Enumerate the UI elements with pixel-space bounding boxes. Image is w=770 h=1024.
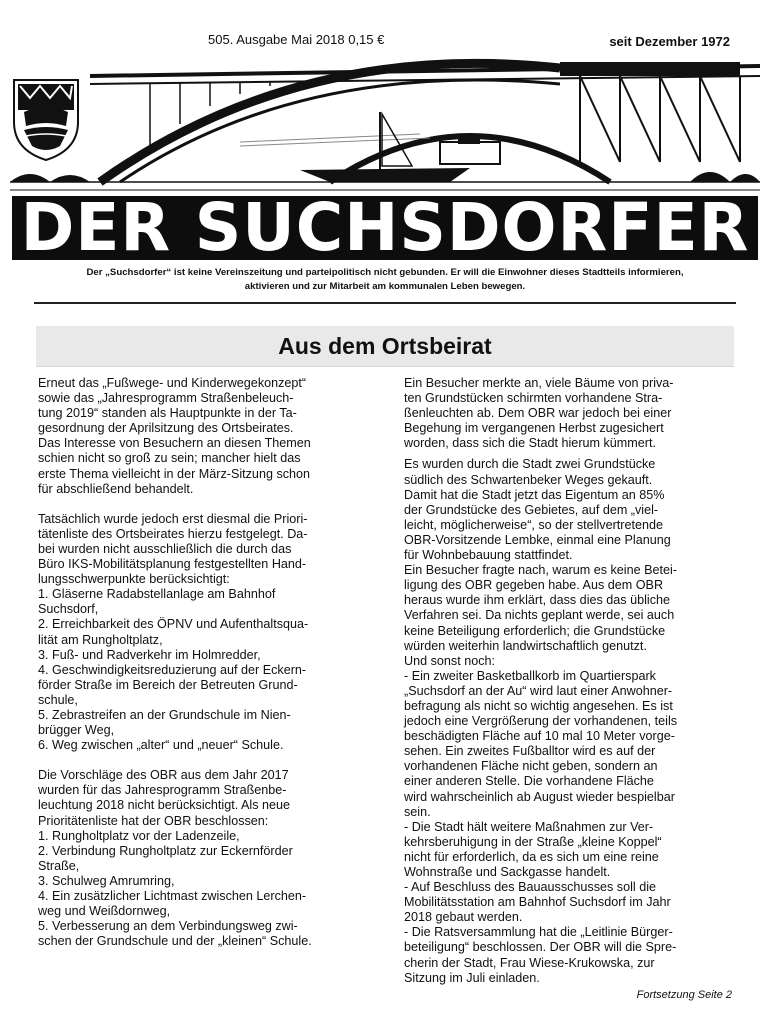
section-heading-bar <box>36 326 734 367</box>
tagline-line-2: aktivieren und zur Mitarbeit am kommunalen Leben bewegen. <box>244 281 526 292</box>
continuation-note: Fortsetzung Seite 2 <box>636 989 732 1001</box>
divider <box>34 302 736 304</box>
newspaper-title-band <box>12 196 758 260</box>
article-column-left <box>38 376 358 949</box>
paragraph: Erneut das „Fußwege- und Kinderwegekonzept“ sowie das „Jahresprogramm Straßenbeleuch- tung 2019“ standen als Hauptpunkte in der Ta- gesordnung der Aprilsitzung des Ortsbeirates. Das Interesse von Besuchern an diesen Themen schien nicht so groß zu sein; mancher hielt das erste Thema vielleicht in der März-Sitzung schon für abschließend behandelt. <box>38 376 311 496</box>
paragraph: Die Vorschläge des OBR aus dem Jahr 2017 wurden für das Jahresprogramm Straßenbe- leuchtung 2018 nicht berücksichtigt. Als neue Prioritätenliste hat der OBR beschlossen: 1. Rungholtplatz vor der Ladenzeile, 2. Verbindung Rungholtplatz zur Eckernförder Straße, 3. Schulweg Amrumring, 4. Ein zusätzlicher Lichtmast zwischen Lerchen- weg und Weißdornweg, 5. Verbesserung an dem Verbindungsweg zwi- schen der Grundschule und der „kleinen“ Schule. <box>38 768 312 949</box>
issue-info: 505. Ausgabe Mai 2018 0,15 € <box>208 32 385 47</box>
paragraph: Ein Besucher merkte an, viele Bäume von priva- ten Grundstücken schirmten vorhandene Stra- ßenleuchten ab. Dem OBR war jedoch bei einer Begehung im vergangenen Herbst zugesichert worden, dass sich die Stadt hierum kümmert. <box>404 376 674 451</box>
coat-of-arms-icon <box>14 80 78 160</box>
paragraph: Es wurden durch die Stadt zwei Grundstücke südlich des Schwartenbeker Weges gekauft. Damit hat die Stadt jetzt das Eigentum an 85% der Grundstücke des Gebietes, auf dem „viel- leicht, möglicherweise“, so der stellvertretende OBR-Vorsitzende Lembke, einmal eine Planung für Wohnbebauung stattfindet. Ein Besucher fragte nach, warum es keine Betei- ligung des OBR gegeben habe. Aus dem OBR heraus wurde ihm erklärt, dass dies das übliche Verfahren sei. Da nichts geplant werde, sei auch keine Beteiligung erforderlich; die Grundstücke würden weiterhin landwirtschaftlich genutzt. Und sonst noch: - Ein zweiter Basketballkorb im Quartierspark „Suchsdorf an der Au“ wird laut einer Anwohner- befragung als nicht so wichtig angesehen. Es ist jedoch eine Vergrößerung der vorhandenen, teils beschädigten Fläche auf 10 mal 10 Meter vorge- sehen. Ein zweites Fußballtor wird es auf der vorhandenen Fläche nicht geben, sondern an einer anderen Stelle. Die vorhandene Fläche wird wahrscheinlich ab August wieder bespielbar sein. - Die Stadt hält weitere Maßnahmen zur Ver- kehrsberuhigung in der Straße „kleine Koppel“ nicht für erforderlich, da es sich um eine reine Wohnstraße und Sackgasse handelt. - Auf Beschluss des Bauausschusses soll die Mobilitätsstation am Bahnhof Suchsdorf im Jahr 2018 gebaut werden. - Die Ratsversammlung hat die „Leitlinie Bürger- beteiligung“ beschlossen. Der OBR will die Spre- cherin der Stadt, Frau Wiese-Krukowska, zur Sitzung im Juli einladen. <box>404 457 678 985</box>
tagline-line-1: Der „Suchsdorfer“ ist keine Vereinszeitung und parteipolitisch nicht gebunden. Er will die Einwohner dieses Stadtteils informieren, <box>86 267 684 278</box>
issue-line <box>0 32 770 52</box>
newspaper-title: DER SUCHSDORFER <box>20 196 750 260</box>
bridge-illustration <box>0 50 770 200</box>
article-column-right <box>404 376 722 986</box>
section-heading: Aus dem Ortsbeirat <box>278 333 492 359</box>
paragraph: Tatsächlich wurde jedoch erst diesmal die Priori- tätenliste des Ortsbeirates hierzu festgelegt. Da- bei wurden nicht ausschließlich die durch das Büro IKS-Mobilitätsplanung festgestellten Hand- lungsschwerpunkte berücksichtigt: 1. Gläserne Radabstellanlage am Bahnhof Suchsdorf, 2. Erreichbarkeit des ÖPNV und Aufenthaltsqua- lität am Rungholtplatz, 3. Fuß- und Radverkehr im Holmredder, 4. Geschwindigkeitsreduzierung auf der Eckern- förder Straße im Bereich der Betreuten Grund- schule, 5. Zebrastreifen an der Grundschule im Nien- brügger Weg, 6. Weg zwischen „alter“ und „neuer“ Schule. <box>38 511 309 753</box>
since-date: seit Dezember 1972 <box>609 34 730 49</box>
tagline <box>34 266 736 294</box>
